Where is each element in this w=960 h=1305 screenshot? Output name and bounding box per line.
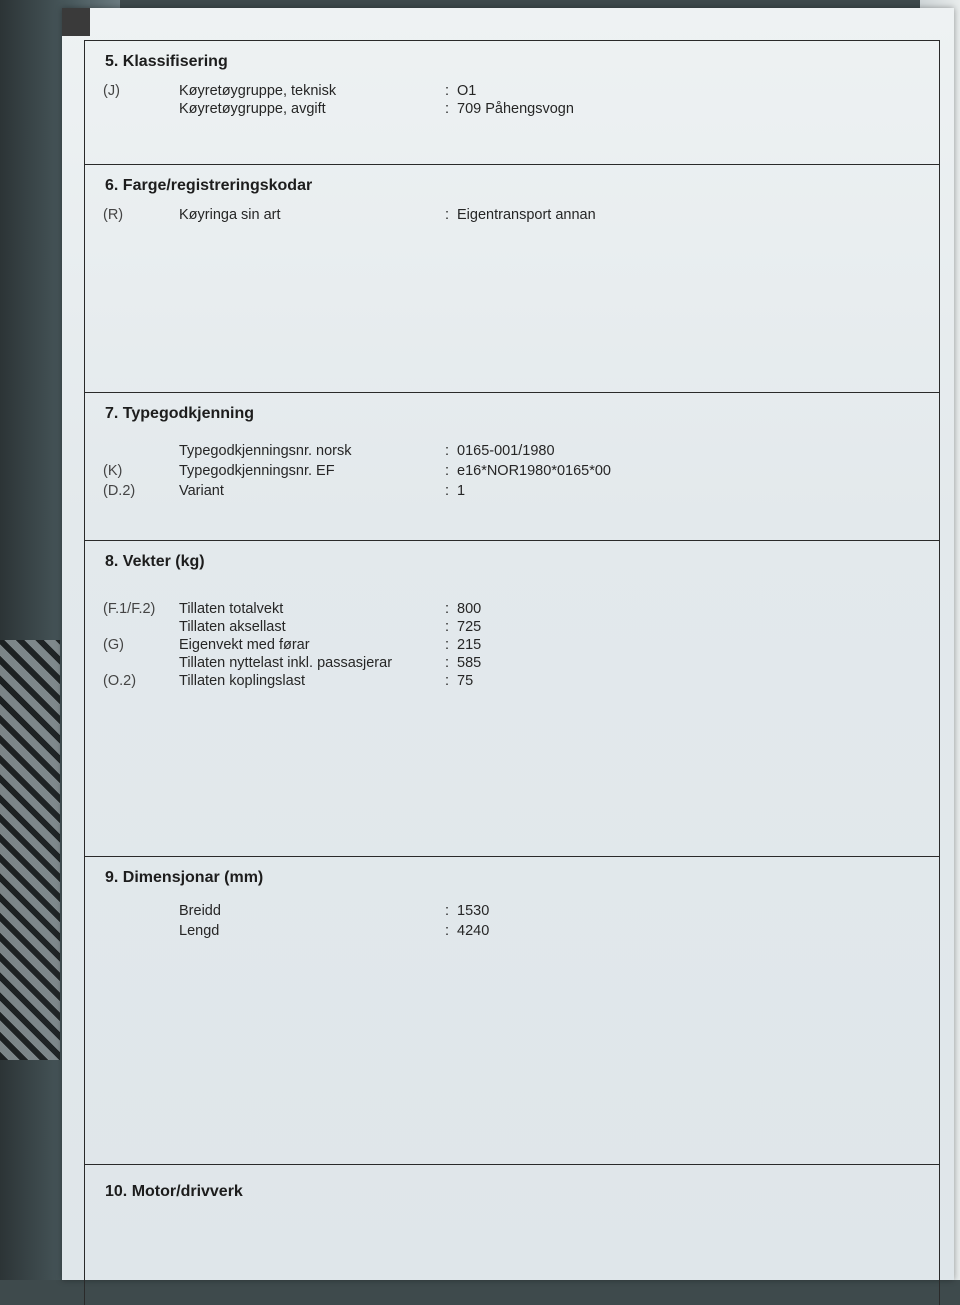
field-colon: : <box>445 903 450 919</box>
field-code: (J) <box>103 83 120 99</box>
field-code: (F.1/F.2) <box>103 601 156 617</box>
field-label: Typegodkjenningsnr. EF <box>179 463 335 479</box>
field-code: (G) <box>103 637 124 653</box>
field-row <box>85 923 939 943</box>
field-row <box>85 619 939 639</box>
field-label: Køyretøygruppe, avgift <box>179 101 326 117</box>
field-colon: : <box>445 673 450 689</box>
field-colon: : <box>445 923 450 939</box>
field-label: Tillaten koplingslast <box>179 673 305 689</box>
field-colon: : <box>445 483 450 499</box>
field-row <box>85 601 939 621</box>
field-row <box>85 443 939 463</box>
section-dimensjonar <box>84 856 940 1165</box>
section-motor-drivverk <box>84 1164 940 1305</box>
field-colon: : <box>445 207 450 223</box>
field-row <box>85 483 939 503</box>
field-value: 1 <box>457 483 466 499</box>
field-row <box>85 207 939 227</box>
field-label: Eigenvekt med førar <box>179 637 310 653</box>
section-title: 6. Farge/registreringskodar <box>105 177 313 194</box>
field-value: 800 <box>457 601 482 617</box>
field-row <box>85 101 939 121</box>
field-colon: : <box>445 101 450 117</box>
field-row <box>85 655 939 675</box>
field-row <box>85 637 939 657</box>
field-label: Tillaten aksellast <box>179 619 286 635</box>
field-value: e16*NOR1980*0165*00 <box>457 463 611 479</box>
field-label: Køyringa sin art <box>179 207 281 223</box>
field-label: Tillaten nyttelast inkl. passasjerar <box>179 655 393 671</box>
section-vekter <box>84 540 940 857</box>
field-label: Typegodkjenningsnr. norsk <box>179 443 352 459</box>
section-title: 10. Motor/drivverk <box>105 1183 243 1200</box>
section-klassifisering <box>84 40 940 165</box>
field-colon: : <box>445 83 450 99</box>
field-value: O1 <box>457 83 477 99</box>
field-value: 1530 <box>457 903 490 919</box>
section-title: 5. Klassifisering <box>105 53 228 70</box>
section-title: 8. Vekter (kg) <box>105 553 205 570</box>
field-row <box>85 903 939 923</box>
section-title: 7. Typegodkjenning <box>105 405 255 422</box>
field-colon: : <box>445 637 450 653</box>
field-value: 4240 <box>457 923 490 939</box>
field-value: 725 <box>457 619 482 635</box>
field-value: 215 <box>457 637 482 653</box>
field-colon: : <box>445 655 450 671</box>
field-code: (R) <box>103 207 124 223</box>
field-value: 585 <box>457 655 482 671</box>
section-typegodkjenning <box>84 392 940 541</box>
field-row <box>85 673 939 693</box>
field-code: (K) <box>103 463 123 479</box>
registration-document-page <box>62 8 954 1280</box>
section-farge-registreringskodar <box>84 164 940 393</box>
field-label: Lengd <box>179 923 220 939</box>
field-value: 75 <box>457 673 474 689</box>
background-grille <box>0 640 60 1060</box>
field-value: Eigentransport annan <box>457 207 596 223</box>
field-colon: : <box>445 601 450 617</box>
field-code: (O.2) <box>103 673 137 689</box>
field-colon: : <box>445 619 450 635</box>
field-colon: : <box>445 463 450 479</box>
field-label: Køyretøygruppe, teknisk <box>179 83 337 99</box>
field-colon: : <box>445 443 450 459</box>
field-row <box>85 83 939 103</box>
field-label: Breidd <box>179 903 221 919</box>
section-title: 9. Dimensjonar (mm) <box>105 869 264 886</box>
field-value: 0165-001/1980 <box>457 443 555 459</box>
field-label: Variant <box>179 483 224 499</box>
field-label: Tillaten totalvekt <box>179 601 284 617</box>
field-value: 709 Påhengsvogn <box>457 101 574 117</box>
field-row <box>85 463 939 483</box>
field-code: (D.2) <box>103 483 136 499</box>
